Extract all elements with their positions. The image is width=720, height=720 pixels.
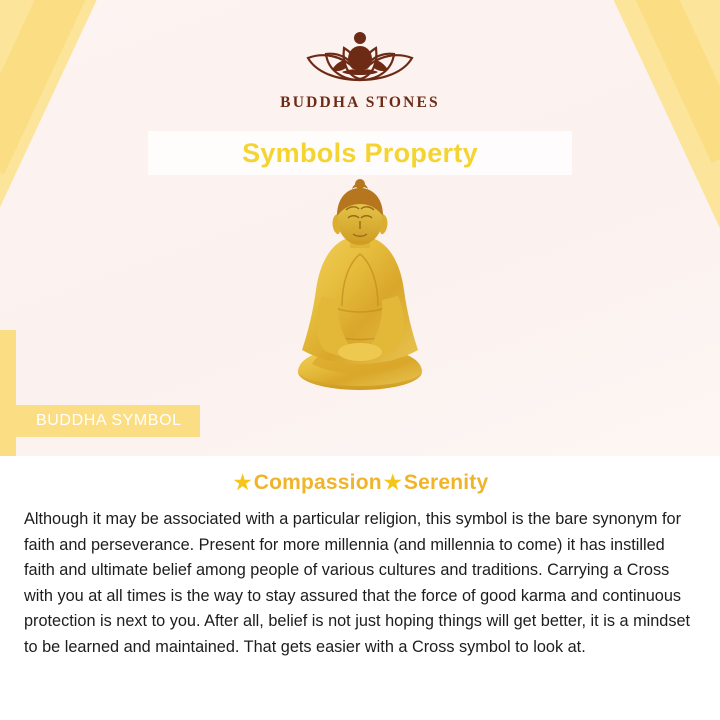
brand-logo	[0, 22, 720, 112]
subtitle-serenity: Serenity	[403, 471, 489, 494]
seated-buddha-icon	[260, 176, 460, 406]
brand-name: BUDDHA STONES	[280, 94, 440, 111]
content-paragraph: Although it may be associated with a particular religion, this symbol is the bare synonym for faith and perseverance. Present for more millennia (and millennia to come) it has instilled faith and ultimate belief among people of various cultures and traditions. Carrying a Cross with you at all times is the way to stay assured that the force of good karma and continuous protection is next to you. After all, belief is not just hoping things will get better, it is a mindset to be learned and maintained. That gets easier with a Cross symbol to look at.	[24, 510, 691, 656]
star-icon-right: ★	[383, 472, 402, 494]
title-banner	[148, 131, 572, 175]
buddha-illustration	[0, 176, 720, 406]
lotus-meditation-icon	[280, 22, 440, 88]
symbol-tag	[12, 405, 200, 437]
symbol-tag-label: BUDDHA SYMBOL	[36, 412, 182, 429]
page-title: Symbols Property	[242, 137, 478, 168]
star-icon-left: ★	[233, 472, 252, 494]
content-card	[0, 456, 720, 720]
content-subtitle	[0, 470, 720, 495]
subtitle-compassion: Compassion	[253, 471, 382, 494]
